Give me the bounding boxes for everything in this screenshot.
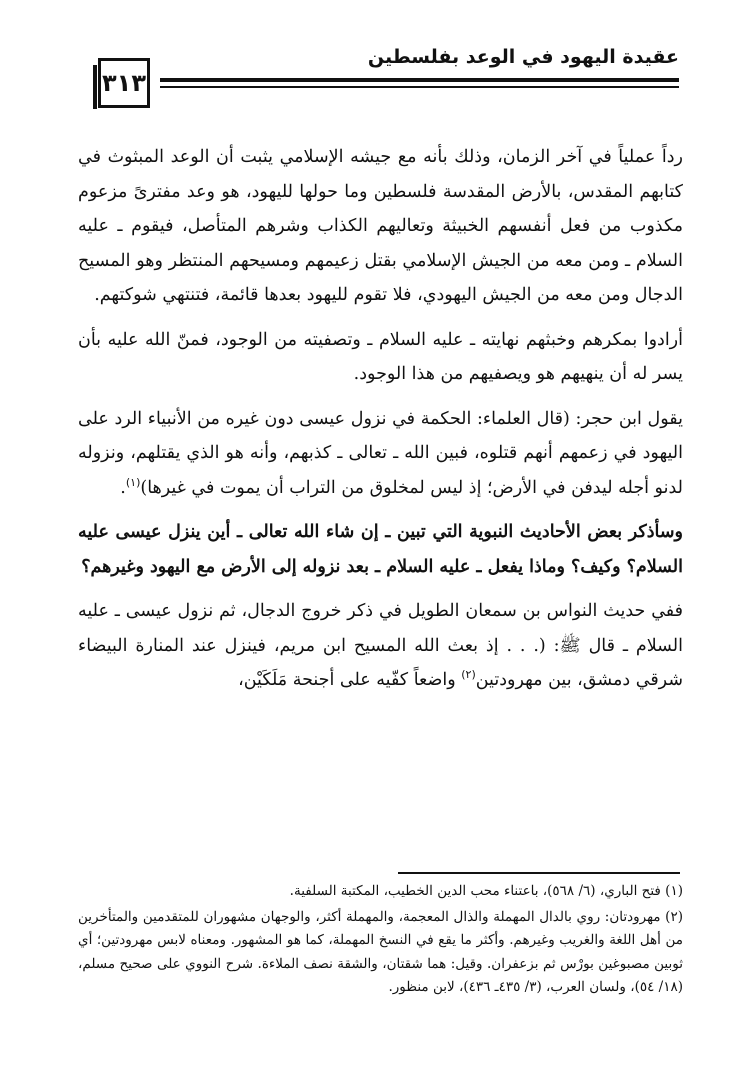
paragraph-3-quote: [78, 402, 683, 506]
paragraph-5: [78, 594, 683, 698]
paragraph-1-text: رداً عملياً في آخر الزمان، وذلك بأنه مع جيشه الإسلامي يثبت أن الوعد المبثوث في كتابهم المقدس، بالأرض المقدسة فلسطين وما حولها لليهود، هو وعد مفترىً مزعوم مكذوب من فعل أنفسهم الخبيثة وتعاليهم الكذاب وشرهم المتأصل، فيقوم ـ عليه السلام ـ ومن معه من الجيش الإسلامي بقتل زعيمهم ومسيحهم المنتظر وهو المسيح الدجال ومن معه من الجيش اليهودي، فلا تقوم لليهود بعدها قائمة، فتنتهي شوكتهم.: [78, 147, 683, 305]
footnote-2: (٢) مهرودتان: روي بالدال المهملة والذال المعجمة، والمهملة أكثر، والوجهان مشهوران للمتقدمين والمتأخرين من أهل اللغة والغريب وغيرهم. وأكثر ما يقع في النسخ المهملة، كما هو المشهور. ومعناه لابس مهرودتين؛ أي ثوبين مصبوغين بورْس ثم بزعفران. وقيل: هما شقتان، والشقة نصف الملاءة. شرح النووي على صحيح مسلم، (١٨/ ٥٤)، ولسان العرب، (٣/ ٤٣٥ـ ٤٣٦)، لابن منظور.: [78, 908, 683, 995]
running-title: عقيدة اليهود في الوعد بفلسطين: [367, 46, 679, 68]
header-rule-thin: [160, 86, 679, 88]
paragraph-2-text: أرادوا بمكرهم وخبثهم نهايته ـ عليه السلام ـ وتصفيته من الوجود، فمنّ الله عليه بأن يسر له أن ينهيهم هو ويصفيهم من هذا الوجود.: [78, 329, 683, 384]
footnote-separator: [398, 872, 680, 874]
paragraph-3-end: .: [120, 477, 126, 498]
paragraph-2: [78, 323, 683, 392]
paragraph-5-end: واضعاً كفّيه على أجنحة مَلَكَيْن،: [238, 670, 462, 690]
page-number: ٣١٣: [98, 58, 150, 108]
footnote-ref-1[interactable]: (١): [125, 475, 141, 489]
paragraph-3-text: يقول ابن حجر: (قال العلماء: الحكمة في نزول عيسى دون غيره من الأنبياء الرد على اليهود في زعمهم أنهم قتلوه، فبين الله ـ تعالى ـ كذبهم، وأنه هو الذي يقتلهم، ونزوله لدنو أجله ليدفن في الأرض؛ إذ ليس لمخلوق من التراب أن يموت في غيرها): [78, 408, 683, 498]
footnotes: [78, 880, 683, 1000]
footnote-1: (١) فتح الباري، (٦/ ٥٦٨)، باعتناء محب الدين الخطيب، المكتبة السلفية.: [289, 883, 683, 899]
paragraph-5-text: ففي حديث النواس بن سمعان الطويل في ذكر خروج الدجال، ثم نزول عيسى ـ عليه السلام ـ قال ﷺ: (. . . إذ بعث الله المسيح ابن مريم، فينزل عند المنارة البيضاء شرقي دمشق، بين مهرودتين: [78, 601, 683, 690]
paragraph-4-text: وسأذكر بعض الأحاديث النبوية التي تبين ـ إن شاء الله تعالى ـ أين ينزل عيسى عليه السلام؟ وكيف؟ وماذا يفعل ـ عليه السلام ـ بعد نزوله إلى الأرض مع اليهود وغيرهم؟: [78, 522, 683, 577]
paragraph-1: [78, 140, 683, 313]
main-text: [78, 140, 683, 708]
footnote-ref-2[interactable]: (٢): [461, 668, 476, 682]
paragraph-4-heading: [78, 515, 683, 584]
header-rule-thick: [160, 78, 679, 82]
page-header: [0, 0, 749, 120]
